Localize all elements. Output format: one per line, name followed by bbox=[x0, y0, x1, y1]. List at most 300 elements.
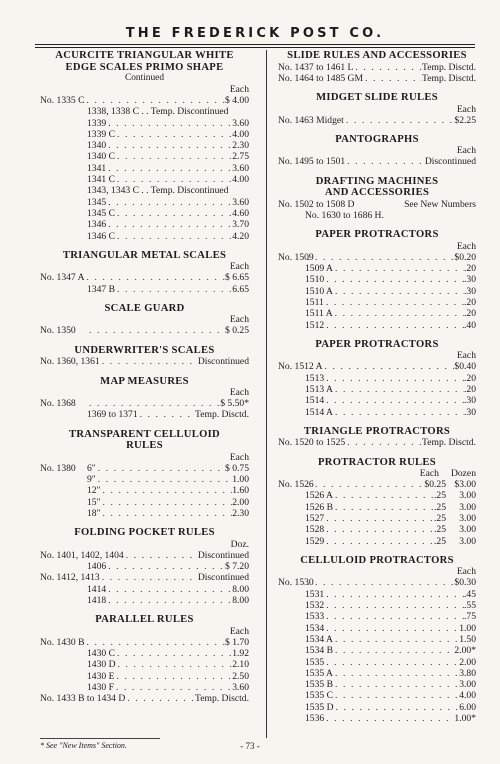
catalog-row bbox=[40, 671, 249, 682]
catalog-row bbox=[40, 474, 249, 485]
item-label: 1369 to 1371 bbox=[87, 409, 138, 421]
leader-dots bbox=[333, 668, 459, 679]
leader-dots bbox=[106, 163, 232, 174]
item-label: 1346 bbox=[87, 219, 107, 231]
catalog-row bbox=[40, 174, 249, 185]
leader-dots bbox=[85, 637, 226, 648]
item-price: 4.00 bbox=[459, 690, 476, 702]
catalog-row bbox=[278, 286, 476, 297]
leader-dots bbox=[324, 657, 459, 668]
item-price: 3.60 bbox=[232, 117, 249, 129]
item-label: 1345 C bbox=[87, 207, 115, 219]
item-price: 4.00 bbox=[232, 128, 249, 140]
leader-dots bbox=[323, 361, 455, 372]
item-price: .25 bbox=[434, 501, 446, 513]
leader-dots bbox=[333, 384, 464, 395]
leader-dots bbox=[324, 513, 434, 524]
item-price: Temp. Disctd. bbox=[422, 72, 476, 84]
catalog-row bbox=[278, 252, 476, 263]
leader-dots bbox=[305, 479, 424, 490]
catalog-row bbox=[278, 156, 476, 167]
item-label: 1338, 1338 C . . Temp. Discontinued bbox=[87, 106, 229, 118]
leader-dots bbox=[96, 463, 225, 474]
item-number-prefix: No. 1368 bbox=[40, 398, 76, 410]
item-price: .20 bbox=[464, 372, 476, 384]
section-subtitle: Continued bbox=[124, 73, 165, 83]
item-price: .40 bbox=[464, 319, 476, 331]
catalog-row bbox=[40, 208, 249, 219]
item-label: 1531 bbox=[305, 588, 325, 600]
catalog-row bbox=[278, 702, 476, 713]
item-number-prefix: No. 1401, 1402, 1404 bbox=[40, 549, 124, 561]
item-number-prefix: No. 1347 A bbox=[40, 272, 85, 284]
item-price: 1.92 bbox=[232, 647, 249, 659]
catalog-row bbox=[278, 115, 476, 126]
item-label: 1512 bbox=[305, 319, 325, 331]
catalog-row bbox=[278, 589, 476, 600]
leader-dots bbox=[324, 524, 434, 535]
catalog-row bbox=[278, 679, 476, 690]
item-label: 1343, 1343 C . . Temp. Discontinued bbox=[87, 185, 229, 197]
item-price: 1.00* bbox=[454, 712, 476, 724]
item-number-prefix: No. 1464 to 1485 GM bbox=[278, 72, 364, 84]
item-price: $2.25 bbox=[454, 114, 476, 126]
leader-dots bbox=[106, 584, 232, 595]
item-label: 6" bbox=[87, 462, 96, 474]
item-label: 1514 bbox=[305, 395, 325, 407]
item-label: 1536 bbox=[305, 712, 325, 724]
leader-dots bbox=[85, 95, 226, 106]
item-number-prefix: No. 1360, 1361 bbox=[40, 356, 100, 368]
item-price: .45 bbox=[464, 588, 476, 600]
leader-dots bbox=[106, 595, 232, 606]
leader-dots bbox=[324, 623, 459, 634]
leader-dots bbox=[333, 502, 434, 513]
item-label: 1535 bbox=[305, 656, 325, 668]
catalog-row bbox=[40, 648, 249, 659]
leader-dots bbox=[106, 219, 232, 230]
item-price: Temp. Disctd. bbox=[195, 409, 249, 421]
item-number-prefix: No. 1509 bbox=[278, 251, 314, 263]
catalog-row bbox=[40, 185, 249, 196]
catalog-row bbox=[278, 73, 476, 84]
catalog-row bbox=[40, 272, 249, 283]
leader-dots bbox=[115, 231, 232, 242]
leader-dots bbox=[363, 73, 422, 84]
catalog-row bbox=[40, 197, 249, 208]
catalog-row bbox=[278, 407, 476, 418]
catalog-row bbox=[40, 497, 249, 508]
section-title: SCALE GUARD bbox=[104, 302, 185, 314]
item-label: 1526 A bbox=[305, 490, 333, 502]
leader-dots bbox=[101, 497, 233, 508]
catalog-row bbox=[278, 384, 476, 395]
item-label: 1535 B bbox=[305, 679, 333, 691]
item-price: .75 bbox=[464, 611, 476, 623]
catalog-row bbox=[40, 637, 249, 648]
item-price: Temp. Disctd. bbox=[422, 437, 476, 449]
item-price: $ 0.75 bbox=[225, 462, 249, 474]
section-title: UNDERWRITER'S SCALES bbox=[74, 344, 215, 356]
item-price: Temp. Disctd. bbox=[422, 61, 476, 73]
catalog-row bbox=[278, 668, 476, 679]
catalog-row bbox=[40, 572, 249, 583]
catalog-row bbox=[40, 508, 249, 519]
item-label: 15" bbox=[87, 496, 101, 508]
item-label: 1418 bbox=[87, 594, 107, 606]
section-title: PANTOGRAPHS bbox=[335, 133, 419, 145]
item-price: Discontinued bbox=[197, 549, 249, 561]
item-price: $ 6.65 bbox=[225, 272, 249, 284]
catalog-row bbox=[278, 320, 476, 331]
leader-dots bbox=[115, 151, 232, 162]
item-label: 1527 bbox=[305, 513, 325, 525]
item-label: 1347 B bbox=[87, 283, 115, 295]
item-price: Discontinued bbox=[424, 156, 476, 168]
catalog-row bbox=[278, 577, 476, 588]
item-price: 1.60 bbox=[232, 485, 249, 497]
item-price-dozen: 3.00 bbox=[459, 535, 476, 547]
catalog-row bbox=[40, 595, 249, 606]
price-column-header: Dozen bbox=[450, 468, 476, 480]
catalog-row bbox=[40, 409, 249, 420]
leader-dots bbox=[115, 208, 232, 219]
section-title: EDGE SCALES PRIMO SHAPE bbox=[65, 61, 224, 73]
item-label: 1414 bbox=[87, 583, 107, 595]
catalog-row bbox=[278, 199, 476, 210]
price-column-header: Each bbox=[229, 387, 249, 399]
item-price: 2.75 bbox=[232, 151, 249, 163]
item-label: 1533 bbox=[305, 611, 325, 623]
catalog-row bbox=[40, 129, 249, 140]
section-title: FOLDING POCKET RULES bbox=[74, 527, 215, 539]
item-price: .20 bbox=[464, 308, 476, 320]
leader-dots bbox=[333, 286, 464, 297]
catalog-row bbox=[40, 140, 249, 151]
catalog-section bbox=[278, 50, 476, 84]
leader-dots bbox=[106, 118, 232, 129]
catalog-row bbox=[278, 611, 476, 622]
item-label: 18" bbox=[87, 507, 101, 519]
item-price: 3.60 bbox=[232, 162, 249, 174]
item-price: 3.80 bbox=[459, 667, 476, 679]
catalog-section bbox=[278, 426, 476, 449]
item-price: .30 bbox=[464, 406, 476, 418]
price-column-header: Each bbox=[229, 451, 249, 463]
leader-dots bbox=[324, 297, 464, 308]
catalog-row bbox=[40, 106, 249, 117]
section-title: ACURCITE TRIANGULAR WHITE bbox=[55, 50, 234, 61]
catalog-section bbox=[278, 176, 476, 222]
item-label: 1511 A bbox=[305, 308, 333, 320]
item-price: .20 bbox=[464, 296, 476, 308]
catalog-row bbox=[278, 600, 476, 611]
item-label: 1535 D bbox=[305, 701, 334, 713]
price-column-header: Each bbox=[456, 566, 476, 578]
catalog-row bbox=[278, 657, 476, 668]
catalog-section bbox=[40, 376, 249, 421]
item-price-dozen: 3.00 bbox=[459, 524, 476, 536]
leader-dots bbox=[333, 308, 464, 319]
item-label: 1341 bbox=[87, 162, 107, 174]
item-label: 1339 C bbox=[87, 128, 115, 140]
item-number-prefix: No. 1412, 1413 bbox=[40, 572, 100, 584]
catalog-row bbox=[278, 513, 476, 524]
item-price: 2.10 bbox=[232, 659, 249, 671]
item-price: .25 bbox=[434, 490, 446, 502]
page-number: - 73 - bbox=[240, 741, 260, 751]
leader-dots bbox=[114, 671, 232, 682]
item-price: 1.00 bbox=[232, 473, 249, 485]
leader-dots bbox=[87, 398, 220, 409]
catalog-row bbox=[40, 659, 249, 670]
item-price: .55 bbox=[464, 600, 476, 612]
price-column-header: Doz. bbox=[230, 538, 249, 550]
leader-dots bbox=[100, 572, 198, 583]
leader-dots bbox=[114, 682, 232, 693]
item-price: $ 4.00 bbox=[225, 95, 249, 106]
catalog-row bbox=[278, 210, 476, 221]
leader-dots bbox=[345, 437, 422, 448]
item-price: $ 1.70 bbox=[225, 636, 249, 648]
item-price: 8.00 bbox=[232, 594, 249, 606]
item-price: .30 bbox=[464, 274, 476, 286]
item-price: $0.20 bbox=[454, 251, 476, 263]
item-number-prefix: No. 1433 B to 1434 D bbox=[40, 693, 126, 705]
catalog-section bbox=[40, 614, 249, 704]
item-price: See New Numbers bbox=[404, 198, 476, 210]
item-price-dozen: $3.00 bbox=[454, 479, 476, 491]
item-number-prefix: No. 1530 bbox=[278, 577, 314, 589]
section-title: PAPER PROTRACTORS bbox=[315, 229, 439, 241]
price-column-header: Each bbox=[456, 103, 476, 115]
price-column-headers bbox=[278, 468, 476, 479]
item-label: 9" bbox=[87, 473, 96, 485]
section-title: PARALLEL RULES bbox=[95, 614, 194, 626]
item-number-prefix: No. 1437 to 1461 L bbox=[278, 61, 354, 73]
catalog-row bbox=[40, 682, 249, 693]
item-price: 6.65 bbox=[232, 283, 249, 295]
catalog-row bbox=[40, 118, 249, 129]
catalog-row bbox=[278, 713, 476, 724]
item-label: 1534 bbox=[305, 622, 325, 634]
item-label: 1430 E bbox=[87, 670, 115, 682]
leader-dots bbox=[324, 600, 464, 611]
leader-dots bbox=[100, 356, 198, 367]
catalog-section bbox=[40, 250, 249, 295]
item-price: 2.00* bbox=[454, 645, 476, 657]
catalog-row bbox=[40, 463, 249, 474]
catalog-section bbox=[40, 345, 249, 368]
item-label: 1509 A bbox=[305, 263, 333, 275]
item-number-prefix: No. 1495 to 1501 bbox=[278, 156, 346, 168]
item-price: 3.70 bbox=[232, 219, 249, 231]
item-price: 3.00 bbox=[459, 679, 476, 691]
catalog-row bbox=[40, 693, 249, 704]
leader-dots bbox=[344, 115, 455, 126]
item-price-dozen: 3.00 bbox=[459, 501, 476, 513]
item-label: 1510 A bbox=[305, 285, 333, 297]
catalog-row bbox=[278, 502, 476, 513]
catalog-section bbox=[40, 429, 249, 519]
section-title: TRIANGLE PROTRACTORS bbox=[303, 425, 451, 437]
header-rule-bottom bbox=[35, 47, 475, 48]
item-label: 1535 C bbox=[305, 690, 333, 702]
footnote-rule bbox=[40, 738, 160, 739]
catalog-row bbox=[40, 584, 249, 595]
item-price: $ 0.25 bbox=[225, 325, 249, 337]
item-label: 1340 bbox=[87, 140, 107, 152]
leader-dots bbox=[305, 577, 454, 588]
header-rule-top bbox=[35, 44, 475, 45]
item-label: 1430 D bbox=[87, 659, 116, 671]
leader-dots bbox=[87, 325, 225, 336]
leader-dots bbox=[115, 174, 232, 185]
item-label: 1341 C bbox=[87, 174, 115, 186]
leader-dots bbox=[333, 679, 459, 690]
catalog-section bbox=[40, 50, 249, 242]
leader-dots bbox=[333, 690, 459, 701]
price-column-header: Each bbox=[456, 350, 476, 362]
leader-dots bbox=[101, 485, 233, 496]
section-title: MIDGET SLIDE RULES bbox=[316, 92, 438, 104]
item-label: 1535 A bbox=[305, 667, 333, 679]
leader-dots bbox=[106, 561, 225, 572]
section-title: MAP MEASURES bbox=[100, 375, 189, 387]
item-price: Discontinued bbox=[197, 572, 249, 584]
item-price: .30 bbox=[464, 285, 476, 297]
item-label: 1346 C bbox=[87, 230, 115, 242]
item-price-dozen: 3.00 bbox=[459, 490, 476, 502]
item-label: 1529 bbox=[305, 535, 325, 547]
item-label: 1430 C bbox=[87, 647, 115, 659]
catalog-row bbox=[278, 263, 476, 274]
catalog-row bbox=[278, 634, 476, 645]
catalog-row bbox=[278, 437, 476, 448]
catalog-row bbox=[40, 398, 249, 409]
item-price: 6.00 bbox=[459, 701, 476, 713]
item-label: 1511 bbox=[305, 296, 324, 308]
catalog-section bbox=[40, 303, 249, 337]
item-label: 1406 bbox=[87, 560, 107, 572]
item-label: 1534 A bbox=[305, 633, 333, 645]
item-price: $0.30 bbox=[454, 577, 476, 589]
price-column-header: Each bbox=[229, 84, 249, 95]
catalog-row bbox=[40, 325, 249, 336]
price-column-header: Each bbox=[229, 625, 249, 637]
price-column-header: Each bbox=[456, 145, 476, 157]
leader-dots bbox=[106, 140, 232, 151]
section-title: AND ACCESSORIES bbox=[324, 187, 430, 199]
leader-dots bbox=[305, 252, 454, 263]
item-price: 2.30 bbox=[232, 507, 249, 519]
section-title: DRAFTING MACHINES bbox=[315, 175, 439, 187]
section-title: PROTRACTOR RULES bbox=[318, 456, 436, 468]
catalog-row bbox=[40, 561, 249, 572]
item-label: 1339 bbox=[87, 117, 107, 129]
catalog-row bbox=[278, 690, 476, 701]
item-price: Discontinued bbox=[197, 356, 249, 368]
page-header: THE FREDERICK POST CO. bbox=[125, 26, 385, 41]
item-number-prefix: No. 1463 Midget bbox=[278, 114, 344, 126]
item-price: .25 bbox=[434, 513, 446, 525]
item-price: 2.00 bbox=[232, 496, 249, 508]
catalog-section bbox=[278, 555, 476, 724]
item-price: $0.25 bbox=[424, 479, 446, 491]
leader-dots bbox=[333, 407, 464, 418]
item-label: 1528 bbox=[305, 524, 325, 536]
catalog-section bbox=[278, 457, 476, 547]
item-label: 1532 bbox=[305, 600, 325, 612]
item-label: 1340 C bbox=[87, 151, 115, 163]
leader-dots bbox=[124, 550, 198, 561]
item-number-prefix: No. 1350 bbox=[40, 325, 76, 337]
catalog-row bbox=[40, 231, 249, 242]
item-price: Temp. Disctd. bbox=[195, 693, 249, 705]
catalog-section bbox=[278, 134, 476, 168]
catalog-row bbox=[278, 645, 476, 656]
item-label: 12" bbox=[87, 485, 101, 497]
catalog-row bbox=[40, 284, 249, 295]
catalog-row bbox=[40, 95, 249, 106]
item-price: 3.60 bbox=[232, 196, 249, 208]
item-label: 1510 bbox=[305, 274, 325, 286]
item-price: 1.50 bbox=[459, 633, 476, 645]
item-price: 4.20 bbox=[232, 230, 249, 242]
item-price: 2.30 bbox=[232, 140, 249, 152]
item-price: 4.00 bbox=[232, 174, 249, 186]
section-title: SLIDE RULES AND ACCESSORIES bbox=[287, 50, 467, 61]
price-column-header: Each bbox=[456, 240, 476, 252]
leader-dots bbox=[115, 129, 232, 140]
item-price: .25 bbox=[434, 524, 446, 536]
item-price-dozen: 3.00 bbox=[459, 513, 476, 525]
item-price: .20 bbox=[464, 263, 476, 275]
catalog-row bbox=[278, 395, 476, 406]
section-title: CELLULOID PROTRACTORS bbox=[300, 554, 454, 566]
leader-dots bbox=[96, 474, 232, 485]
leader-dots bbox=[333, 634, 459, 645]
item-price: $ 7.20 bbox=[225, 560, 249, 572]
item-number-prefix: No. 1526 bbox=[278, 479, 314, 491]
price-column-header: Each bbox=[419, 468, 439, 480]
item-price: 1.00 bbox=[459, 622, 476, 634]
leader-dots bbox=[115, 284, 232, 295]
leader-dots bbox=[324, 373, 464, 384]
item-number-prefix: No. 1430 B bbox=[40, 636, 85, 648]
item-label: 1345 bbox=[87, 196, 107, 208]
leader-dots bbox=[324, 611, 464, 622]
item-number-prefix: No. 1335 C bbox=[40, 95, 85, 106]
right-column bbox=[278, 50, 476, 724]
catalog-section bbox=[278, 229, 476, 331]
price-column-header: Each bbox=[229, 261, 249, 273]
catalog-row bbox=[40, 151, 249, 162]
item-number-prefix: No. 1520 to 1525 bbox=[278, 437, 346, 449]
catalog-row bbox=[278, 308, 476, 319]
item-price: 3.60 bbox=[232, 681, 249, 693]
catalog-section bbox=[278, 92, 476, 126]
item-number-prefix: No. 1380 bbox=[40, 462, 76, 474]
catalog-row bbox=[278, 490, 476, 501]
item-number-prefix: No. 1502 to 1508 D bbox=[278, 198, 355, 210]
item-price: 4.60 bbox=[232, 207, 249, 219]
catalog-row bbox=[278, 62, 476, 73]
leader-dots bbox=[333, 490, 434, 501]
catalog-row bbox=[278, 274, 476, 285]
leader-dots bbox=[115, 648, 232, 659]
catalog-row bbox=[278, 479, 476, 490]
